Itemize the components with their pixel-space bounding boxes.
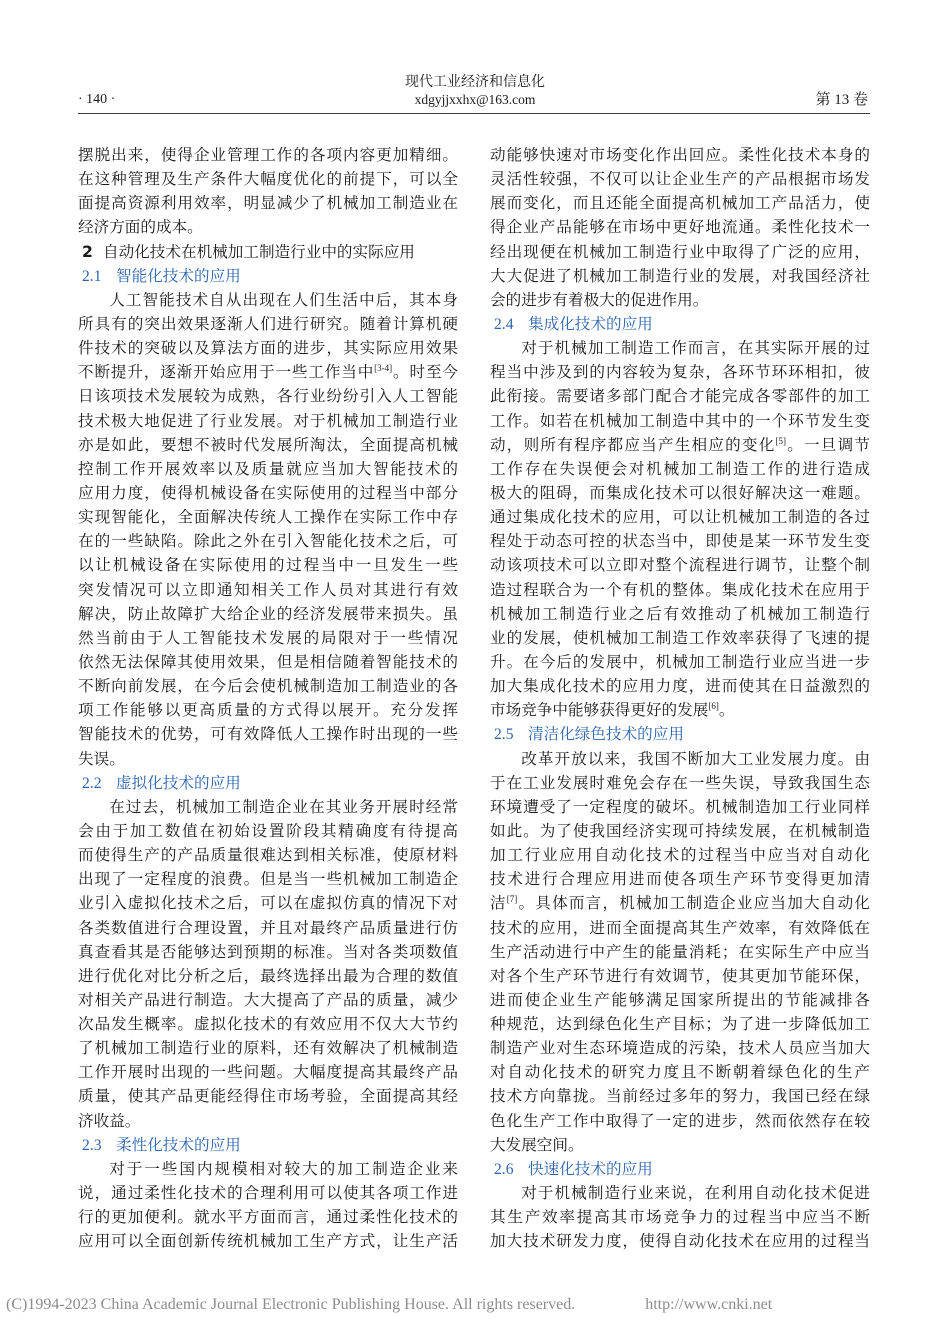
text-line: 升。在今后的发展中，机械加工制造行业应当进一步 xyxy=(490,652,870,671)
text-line: 生产活动进行中产生的能量消耗；在实际生产中应当 xyxy=(490,942,870,961)
journal-title: 现代工业经济和信息化 xyxy=(405,75,545,90)
text-line: 动该项技术可以立即对整个流程进行调节，让整个制 xyxy=(490,556,870,575)
text-line: 种规范，达到绿色化生产目标；为了进一步降低加工 xyxy=(490,1015,870,1034)
text-line: 程当中涉及到的内容较为复杂，各环节环环相扣，彼 xyxy=(490,363,870,382)
copyright-notice: (C)1994-2023 China Academic Journal Electronic Publishing House. All rights reserved. xyxy=(6,1296,576,1313)
text-line: 对相关产品进行制造。大大提高了产品的质量，减少 xyxy=(78,990,458,1009)
text-segment: 市场竞争中能够获得更好的发展 xyxy=(490,701,709,720)
text-line: 所具有的突出效果逐渐人们进行研究。随着计算机硬 xyxy=(78,314,458,333)
heading-title: 快速化技术的应用 xyxy=(528,1159,653,1178)
text-line: 技术极大地促进了行业发展。对于机械加工制造行业 xyxy=(78,411,458,430)
section-heading xyxy=(78,240,458,264)
text-line: 质量，使其产品更能经得住市场考验，全面提高其经 xyxy=(78,1087,458,1106)
text-line: 摆脱出来，使得企业管理工作的各项内容更加精细。 xyxy=(78,146,458,164)
text-line: 得企业产品能够在市场中更好地流通。柔性化技术一 xyxy=(490,218,870,237)
text-line: 面提高资源利用效率，明显减少了机械加工制造业在 xyxy=(78,194,458,213)
text-line: 进而使企业生产能够满足国家所提出的节能减排各 xyxy=(490,990,870,1009)
text-line: 加大集成化技术的应用力度，进而使其在日益激烈的 xyxy=(490,677,870,696)
text-line: 技术方向靠拢。当前经过多年的努力，我国已经在绿 xyxy=(490,1087,870,1106)
text-line: 加工行业应用自动化技术的过程当中应当对自动化 xyxy=(490,846,870,865)
text-line: 工作开展时出现的一些问题。大幅度提高其最终产品 xyxy=(78,1063,458,1082)
heading-number: 2.2 xyxy=(82,774,102,792)
subsection-heading xyxy=(490,1157,870,1181)
heading-number: 2.4 xyxy=(494,315,514,333)
text-line: 依然无法保障其使用效果，但是相信随着智能技术的 xyxy=(78,652,458,671)
paragraph xyxy=(78,1157,458,1254)
text-line: 然当前由于人工智能技术发展的局限对于一些情况 xyxy=(78,628,458,647)
text-line: 其生产效率提高其市场竞争力的过程当中应当不断 xyxy=(490,1208,870,1227)
text-line: 动能够快速对市场变化作出回应。柔性化技术本身的 xyxy=(490,146,870,164)
text-line: 解决，防止故障扩大给企业的经济发展带来损失。虽 xyxy=(78,604,458,623)
text-segment: 。 xyxy=(718,701,735,720)
heading-title: 自动化技术在机械加工制造行业中的实际应用 xyxy=(103,242,415,261)
citation-ref: [7] xyxy=(506,894,518,905)
text-line: 突发情况可以立即通知相关工作人员对其进行有效 xyxy=(78,580,458,599)
text-line xyxy=(490,698,870,722)
text-line: 灵活性较强，不仅可以让企业生产的产品根据市场发 xyxy=(490,170,870,189)
subsection-heading xyxy=(490,722,870,746)
text-line: 亦是如此，要想不被时代发展所淘汰，全面提高机械 xyxy=(78,435,458,454)
paragraph xyxy=(78,143,458,240)
text-line: 件技术的突破以及算法方面的进步，其实际应用效果 xyxy=(78,339,458,358)
text-line: 通过集成化技术的应用，可以让机械加工制造的各过 xyxy=(490,508,870,527)
text-line: 如此。为了使我国经济实现可持续发展，在机械制造 xyxy=(490,821,870,840)
text-line: 项工作能够以更高质量的方式得以展开。充分发挥 xyxy=(78,701,458,720)
text-line: 次品发生概率。虚拟化技术的有效应用不仅大大节约 xyxy=(78,1015,458,1034)
heading-number: 2.6 xyxy=(494,1160,514,1178)
text-line: 对于一些国内规模相对较大的加工制造企业来 xyxy=(109,1159,458,1178)
heading-number: 2.1 xyxy=(82,267,102,285)
running-header xyxy=(0,74,950,108)
text-line: 技术进行合理应用进而使各项生产环节变得更加清 xyxy=(490,870,870,889)
text-line: 加大技术研发力度，使得自动化技术在应用的过程当 xyxy=(490,1232,870,1251)
header-divider xyxy=(78,113,870,114)
subsection-heading xyxy=(78,1133,458,1157)
text-segment: 不断提升，逐渐开始应用于一些工作当中 xyxy=(78,363,375,382)
text-line: 业引入虚拟化技术之后，可以在虚拟仿真的情况下对 xyxy=(78,894,458,913)
text-line: 经出现便在机械加工制造行业中取得了广泛的应用， xyxy=(490,242,870,261)
subsection-heading xyxy=(78,771,458,795)
text-line: 展而变化，而且还能全面提高机械加工产品活力，使 xyxy=(490,194,870,213)
text-line: 人工智能技术自从出现在人们生活中后，其本身 xyxy=(109,290,458,309)
text-line: 工作。如若在机械加工制造中其中的一个环节发生变 xyxy=(490,411,870,430)
text-line: 对各个生产环节进行有效调节，使其更加节能环保， xyxy=(490,966,870,985)
text-line: 不断向前发展，在今后会使机械制造加工制造业的各 xyxy=(78,677,458,696)
text-line: 行的更加便利。就水平方面而言，通过柔性化技术的 xyxy=(78,1208,458,1227)
text-line: 程处于动态可控的状态当中，即使是某一环节发生变 xyxy=(490,532,870,551)
heading-title: 集成化技术的应用 xyxy=(528,314,653,333)
text-line: 会的进步有着极大的促进作用。 xyxy=(490,290,709,309)
text-line: 于在工业发展时难免会存在一些失误，导致我国生态 xyxy=(490,773,870,792)
heading-title: 智能化技术的应用 xyxy=(116,266,241,285)
paragraph xyxy=(78,795,458,1133)
paragraph xyxy=(490,1181,870,1253)
text-line: 大发展空间。 xyxy=(490,1135,584,1154)
text-line xyxy=(490,433,870,457)
left-column xyxy=(78,143,458,1253)
text-line: 改革开放以来，我国不断加大工业发展力度。由 xyxy=(521,749,870,768)
text-line: 出现了一定程度的浪费。但是当一些机械加工制造企 xyxy=(78,870,458,889)
text-line: 环境遭受了一定程度的破坏。机械制造加工行业同样 xyxy=(490,797,870,816)
text-line: 智能技术的优势，可有效降低人工操作时出现的一些 xyxy=(78,725,458,744)
text-line: 失误。 xyxy=(78,749,125,768)
text-line: 会由于加工数值在初始设置阶段其精确度有待提高 xyxy=(78,821,458,840)
text-segment: 。一旦调节 xyxy=(786,435,870,454)
paragraph xyxy=(78,288,458,771)
volume-label: 第 13 卷 xyxy=(815,92,868,108)
heading-number: 2.3 xyxy=(82,1136,102,1154)
text-line: 在过去，机械加工制造企业在其业务开展时经常 xyxy=(109,797,458,816)
text-line: 了机械加工制造行业的原料，还有效解决了机械制造 xyxy=(78,1039,458,1058)
text-line: 控制工作开展效率以及质量就应当加大智能技术的 xyxy=(78,459,458,478)
text-line: 而使得生产的产品质量很难达到相关标准，使原材料 xyxy=(78,846,458,865)
text-line: 应用可以全面创新传统机械加工生产方式，让生产活 xyxy=(78,1232,458,1251)
text-line xyxy=(490,891,870,915)
text-line: 业的发展，使机械加工制造工作效率获得了飞速的提 xyxy=(490,628,870,647)
text-line: 各类数值进行合理设置，并且对最终产品质量进行仿 xyxy=(78,918,458,937)
text-line: 日该项技术发展较为成熟，各行业纷纷引入人工智能 xyxy=(78,387,458,406)
citation-ref: [5] xyxy=(775,435,786,446)
text-line: 对于机械加工制造工作而言，在其实际开展的过 xyxy=(521,339,870,358)
text-segment: 。具体而言，机械加工制造企业应当加大自动化 xyxy=(517,894,870,913)
text-line: 应用力度，使得机械设备在实际使用的过程当中部分 xyxy=(78,483,458,502)
text-line: 对自动化技术的研究力度且不断朝着绿色化的生产 xyxy=(490,1063,870,1082)
copyright-footer xyxy=(6,1295,772,1315)
text-line: 在的一些缺陷。除此之外在引入智能化技术之后，可 xyxy=(78,532,458,551)
paragraph xyxy=(490,336,870,722)
text-line: 济收益。 xyxy=(78,1111,141,1130)
text-line: 在这种管理及生产条件大幅度优化的前提下，可以全 xyxy=(78,170,458,189)
page-number: · 140 · xyxy=(78,92,116,107)
text-line: 技术的应用，进而全面提高其生产效率，有效降低在 xyxy=(490,918,870,937)
heading-title: 柔性化技术的应用 xyxy=(116,1135,241,1154)
journal-email: xdgyjjxxhx@163.com xyxy=(414,92,536,107)
text-line: 说，通过柔性化技术的合理利用可以使其各项工作进 xyxy=(78,1184,458,1203)
footer-url: http://www.cnki.net xyxy=(645,1296,773,1313)
text-line: 此衔接。需要诸多部门配合才能完成各零部件的加工 xyxy=(490,387,870,406)
citation-ref: [3-4] xyxy=(374,363,393,374)
text-line: 以让机械设备在实际使用的过程当中一旦发生一些 xyxy=(78,556,458,575)
text-line: 造过程联合为一个有机的整体。集成化技术在应用于 xyxy=(490,580,870,599)
paragraph xyxy=(490,143,870,312)
paragraph xyxy=(490,747,870,1157)
text-line: 大大促进了机械加工制造行业的发展，对我国经济社 xyxy=(490,266,870,285)
text-line xyxy=(78,360,458,384)
subsection-heading xyxy=(78,264,458,288)
text-line: 工作存在失误便会对机械加工制造工作的进行造成 xyxy=(490,459,870,478)
heading-number: 2 xyxy=(82,242,93,261)
heading-title: 虚拟化技术的应用 xyxy=(116,773,241,792)
text-line: 经济方面的成本。 xyxy=(78,218,203,237)
text-line: 对于机械制造行业来说，在利用自动化技术促进 xyxy=(521,1184,870,1203)
text-line: 真查看其是否能够达到预期的标准。当对各类项数值 xyxy=(78,942,458,961)
text-line: 进行优化对比分析之后，最终选择出最为合理的数值 xyxy=(78,966,458,985)
right-column xyxy=(490,143,870,1253)
text-segment: 动，则所有程序都应当产生相应的变化 xyxy=(490,435,776,454)
text-line: 极大的阻碍，而集成化技术可以很好解决这一难题。 xyxy=(490,483,870,502)
text-line: 机械加工制造行业之后有效推动了机械加工制造行 xyxy=(490,604,870,623)
text-line: 实现智能化，全面解决传统人工操作在实际工作中存 xyxy=(78,508,458,527)
text-line: 色化生产工作中取得了一定的进步，然而依然存在较 xyxy=(490,1111,870,1130)
citation-ref: [6] xyxy=(708,701,719,712)
text-segment: 。时至今 xyxy=(392,363,458,382)
heading-number: 2.5 xyxy=(494,726,514,744)
heading-title: 清洁化绿色技术的应用 xyxy=(528,725,684,744)
text-line: 制造产业对生态环境造成的污染，技术人员应当加大 xyxy=(490,1039,870,1058)
subsection-heading xyxy=(490,312,870,336)
text-segment: 洁 xyxy=(490,894,507,913)
